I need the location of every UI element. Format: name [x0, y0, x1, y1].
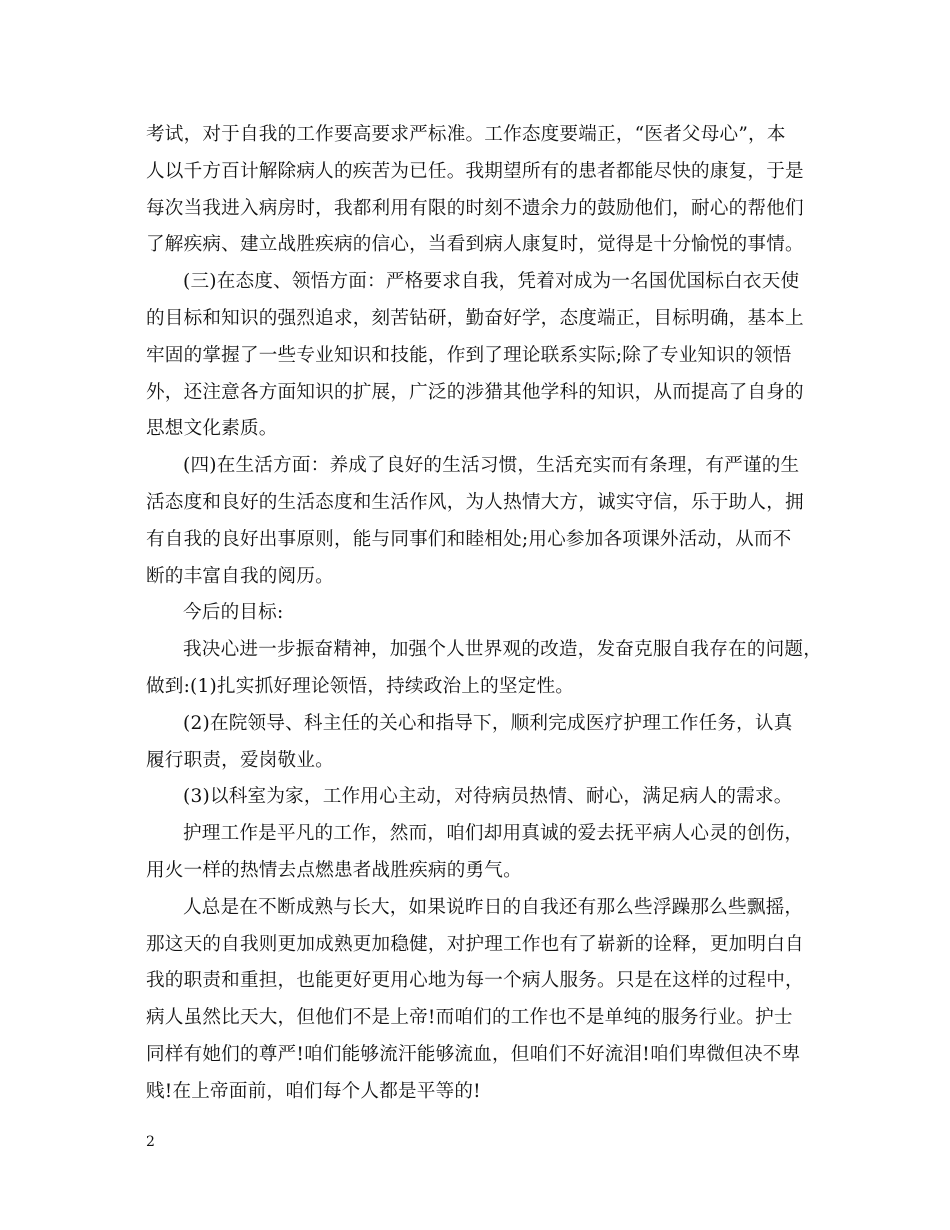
text-line: (2)在院领导、科主任的关心和指导下，顺利完成医疗护理工作任务，认真: [183, 712, 793, 734]
text-line: 同样有她们的尊严!咱们能够流汗能够流血，但咱们不好流泪!咱们卑微但决不卑: [146, 1043, 801, 1065]
text-line: (四)在生活方面：养成了良好的生活习惯，生活充实而有条理，有严谨的生: [183, 455, 800, 477]
text-line: 了解疾病、建立战胜疾病的信心，当看到病人康复时，觉得是十分愉悦的事情。: [146, 234, 804, 256]
text-line: 断的丰富自我的阅历。: [146, 565, 334, 587]
text-line: 用火一样的热情去点燃患者战胜疾病的勇气。: [146, 859, 522, 881]
text-line: 贱!在上帝面前，咱们每个人都是平等的!: [146, 1080, 481, 1102]
text-line: 的目标和知识的强烈追求，刻苦钻研，勤奋好学，态度端正，目标明确，基本上: [146, 307, 804, 329]
text-line: 牢固的掌握了一些专业知识和技能，作到了理论联系实际;除了专业知识的领悟: [146, 344, 792, 366]
text-line: 外，还注意各方面知识的扩展，广泛的涉猎其他学科的知识，从而提高了自身的: [146, 381, 804, 403]
text-line: (3)以科室为家，工作用心主动，对待病员热情、耐心，满足病人的需求。: [183, 786, 793, 808]
page-number: 2: [146, 1134, 155, 1150]
text-line: 护理工作是平凡的工作，然而，咱们却用真诚的爱去抚平病人心灵的创伤，: [183, 823, 804, 845]
text-line: 做到:(1)扎实抓好理论领悟，持续政治上的坚定性。: [146, 675, 575, 697]
text-line: 今后的目标:: [183, 602, 284, 624]
document-body: [146, 117, 822, 1111]
text-line: 那这天的自我则更加成熟更加稳健，对护理工作也有了崭新的诠释，更加明白自: [146, 933, 804, 955]
text-line: 人总是在不断成熟与长大，如果说昨日的自我还有那么些浮躁那么些飘摇，: [183, 896, 804, 918]
text-line: 人以千方百计解除病人的疾苦为已任。我期望所有的患者都能尽快的康复，于是: [146, 160, 804, 182]
text-line: 我的职责和重担，也能更好更用心地为每一个病人服务。只是在这样的过程中，: [146, 970, 804, 992]
text-line: 我决心进一步振奋精神，加强个人世界观的改造，发奋克服自我存在的问题，: [183, 639, 822, 661]
text-line: 有自我的良好出事原则，能与同事们和睦相处;用心参加各项课外活动，从而不: [146, 528, 792, 550]
text-line: 履行职责，爱岗敬业。: [146, 749, 334, 771]
text-line: 活态度和良好的生活态度和生活作风，为人热情大方，诚实守信，乐于助人，拥: [146, 491, 804, 513]
text-line: (三)在态度、领悟方面：严格要求自我，凭着对成为一名国优国标白衣天使: [183, 271, 800, 293]
text-line: 思想文化素质。: [146, 418, 278, 440]
text-line: 病人虽然比天大，但他们不是上帝!而咱们的工作也不是单纯的服务行业。护士: [146, 1007, 793, 1029]
text-line: 考试，对于自我的工作要高要求严标准。工作态度要端正，“医者父母心”，本: [146, 124, 786, 145]
text-line: 每次当我进入病房时，我都利用有限的时刻不遗余力的鼓励他们，耐心的帮他们: [146, 197, 804, 219]
